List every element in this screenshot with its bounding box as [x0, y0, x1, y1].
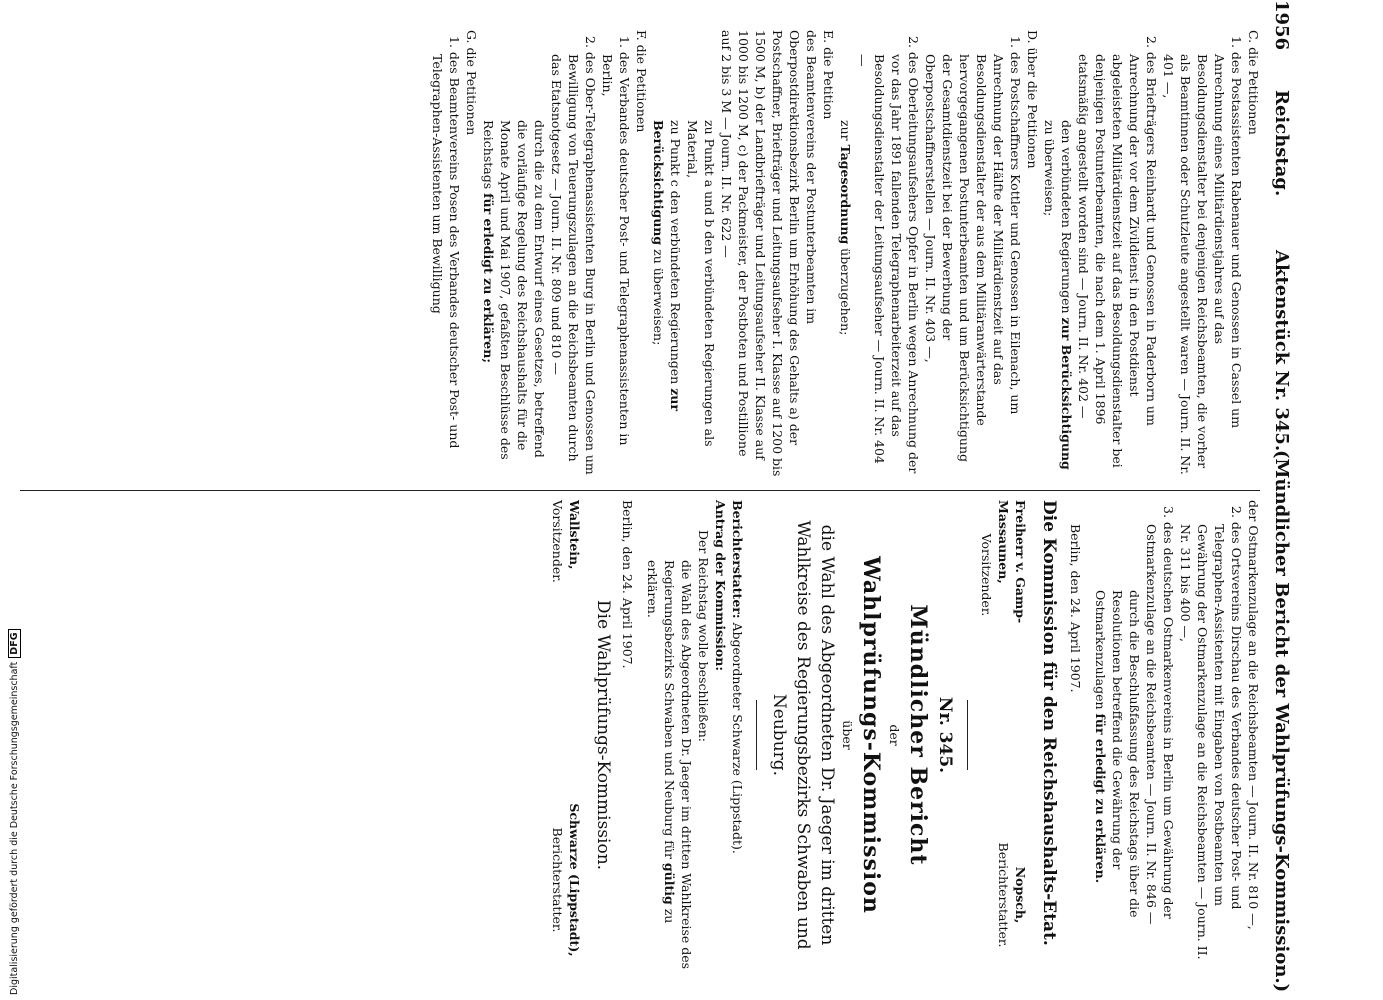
report-number: Nr. 345.	[935, 696, 955, 774]
chair-name: Freiherr v. Gamp-Massaunen,	[996, 500, 1028, 624]
date-line: Berlin, den 24. April 1907.	[620, 500, 635, 669]
chair-name: Wallstein,	[567, 500, 582, 570]
page-header	[1262, 0, 1292, 1000]
berichterstatter-label: Berichterstatter:	[730, 500, 745, 619]
section-e-text: des Beamtenvereins der Postunterbeamten im Oberpostdirektionsbezirk Berlin um Erhöhung des Gehalts a) der Postschaffner, Briefträger und Leitungsaufseher I. Klasse auf 1200 bis 1500 M, b) der Landbriefträger und Leitungsaufseher II. Klasse auf 1000 bis 1200 M, c) der Packmeister, der Postboten und Postillione auf 2 bis 3 M — Journ. II. Nr. 622 —	[719, 30, 819, 477]
resolution-text: zu überweisen;	[651, 245, 666, 346]
section-g-heading: G. die Petitionen	[464, 30, 479, 136]
credit-text: Digitalisierung gefördert durch die Deutsche Forschungsgemeinschaft	[9, 661, 20, 995]
berichterstatter-value: Abgeordneter Schwarze (Lippstadt).	[730, 622, 745, 854]
list-item: 1. des Verbandes deutscher Post- und Telegraphenassistenten in Berlin,	[600, 36, 632, 446]
list-item: 2. des Ober-Telegraphenassistenten Burg in Berlin und Genossen um Bewilligung von Teuerungszulagen an die Reichsbeamten durch das Etatsnotgesetz — Journ. II. Nr. 809 und 810 —	[549, 36, 598, 475]
section-e-heading: E. die Petition	[821, 30, 836, 120]
reporter-signature	[978, 820, 1029, 970]
chair-role: Vorsitzender.	[550, 500, 565, 583]
list-item: 2. des Briefträgers Reinhardt und Genossen in Paderborn um Anrechnung der vor dem Zivildienst in den Postdienst abgeleisteten Militärdienstzeit auf das Besoldungsdienstalter bei denjenigen Postunterbeamten, die nach dem 1. April 1896 etatsmäßig angestellt worden sind — Journ. II. Nr. 402 —	[1076, 36, 1159, 468]
reporter-signature	[549, 790, 583, 970]
report-ueber: über	[840, 720, 855, 750]
reporter-name: Nopsch,	[1013, 866, 1028, 924]
chair-role: Vorsitzender.	[979, 533, 994, 617]
column-divider	[20, 490, 1260, 491]
reporter-name: Schwarze (Lippstadt),	[567, 803, 582, 957]
right-column	[549, 500, 1262, 970]
reporter-role: Berichterstatter.	[550, 827, 565, 933]
section-c-heading: C. die Petitionen	[1246, 30, 1261, 135]
commission-title: Die Wahlprüfungs-Kommission.	[593, 599, 613, 871]
commission-title: Die Kommission für den Reichshaushalts-Etat.	[1039, 500, 1059, 946]
chair-signature	[549, 500, 583, 650]
section-d-resolution	[837, 30, 854, 480]
resolution-text: den verbündeten Regierungen	[1059, 120, 1074, 318]
list-item: 2. des Ortsvereins Dirschau des Verbandes deutscher Post- und Telegraphen-Assistenten mit Eingaben von Postbeamten um Gewährung der Ostmarkenzulage an die Reichsbeamten — Journ. II. Nr. 311 bis 400 —,	[1178, 506, 1244, 960]
antrag-label: Antrag der Kommission:	[713, 500, 728, 671]
continuation-text: der Ostmarkenzulage an die Reichsbeamten — Journ. II. Nr. 810 —,	[1246, 500, 1261, 930]
page-number: 1956	[1271, 0, 1292, 51]
date-line: Berlin, den 24. April 1907.	[1068, 524, 1083, 693]
section-d-heading: D. über die Petitionen	[1025, 30, 1040, 169]
report-commission: Wahlprüfungs-Kommission	[858, 556, 884, 914]
ostmarken-resolution	[1092, 500, 1143, 970]
antrag-text-post: zu erklären.	[645, 560, 677, 924]
section-f-resolution	[480, 30, 548, 480]
berichterstatter-line	[729, 500, 746, 970]
left-column	[429, 30, 1262, 480]
list-item: 3. des deutschen Ostmarkenvereins in Berlin um Gewährung der Ostmarkenzulage an die Reichsbeamten — Journ. II. Nr. 846 —	[1144, 506, 1176, 925]
list-item: 2. des Oberleitungsaufsehers Opfer in Berlin wegen Anrechnung der vor das Jahr 1891 fallenden Telegraphenarbeiterzeit auf das Besoldungsdienstalter der Leitungsaufseher — Journ. II. Nr. 404 —	[855, 36, 921, 474]
antrag-text	[644, 500, 695, 970]
section-e-resolution-2	[650, 30, 684, 480]
list-item: 1. des Postassistenten Rabenauer und Genossen in Cassel um Anrechnung eines Militärdienstjahres auf das Besoldungsdienstalter bei denjenigen Reichsbeamten, die vorher als Beamtinnen oder Schutzleute angestellt waren — Journ. II. Nr. 401 —,	[1161, 36, 1244, 475]
resolution-bold: zur Berücksichtigung	[1059, 317, 1074, 470]
section-c-resolution	[1041, 30, 1075, 480]
chair-signature	[978, 500, 1029, 650]
reporter-role: Berichterstatter.	[996, 842, 1011, 948]
list-item: 1. des Beamtenvereins Posen des Verbandes deutscher Post- und Telegraphen-Assistenten um Bewilligung	[430, 36, 462, 449]
divider	[756, 700, 757, 770]
resolution-text: zur	[838, 120, 853, 145]
resolution-text: zu überweisen;	[1042, 120, 1057, 217]
resolution-bold: für erledigt zu erklären.	[1093, 713, 1108, 884]
resolution-text: durch die zu dem Entwurf eines Gesetzes, betreffend die vorläufige Regelung des Reichshaushalts für die Monate April und Mai 1907, gefaßten Beschlüsse des Reichstags	[481, 120, 547, 460]
section-f-heading: F. die Petitionen	[634, 30, 649, 133]
resolution-bold: für erledigt zu erklären;	[481, 193, 496, 363]
resolution-text: zu Punkt c den verbündeten Regierungen	[668, 120, 683, 385]
list-item: 1. des Postschaffners Kottler und Genossen in Eilenach, um Anrechnung der Hälfte der Militärdienstzeit auf das Besoldungsdienstalter der aus dem Militäranwärterstande hervorgegangenen Postunterbeamten und um Berücksichtigung der Gesamtdienstzeit bei der Bewerbung der Oberpostschaffnerstellen — Journ. II. Nr. 403 —,	[923, 36, 1023, 463]
digitization-credit	[8, 0, 22, 995]
header-reichstag: Reichstag.	[1271, 90, 1292, 197]
signature-block	[549, 500, 583, 970]
header-aktenstueck: Aktenstück Nr. 345.	[1271, 250, 1292, 452]
antrag-bold: gültig	[662, 862, 677, 905]
dfg-logo: DFG	[8, 630, 21, 658]
section-e-resolution-1: zu Punkt a und b den verbündeten Regierungen als Material,	[685, 120, 717, 447]
signature-block	[978, 500, 1029, 970]
report-subject: die Wahl des Abgeordneten Dr. Jaeger im dritten Wahlkreise des Regierungsbezirks Schwaben und Neuburg.	[769, 520, 837, 950]
resolution-text: durch die Beschlußfassung des Reichstags über die Resolutionen betreffend die Gewährung der Ostmarkenzulagen	[1093, 590, 1142, 918]
header-title: (Mündlicher Bericht der Wahlprüfungs-Kommission.)	[1271, 450, 1292, 993]
resolution-text: überzugehen;	[838, 244, 853, 336]
resolution-bold: Tagesordnung	[838, 144, 853, 245]
resolution-bold: zur Berücksichtigung	[651, 120, 683, 411]
report-title: Mündlicher Bericht	[905, 604, 931, 866]
antrag-intro: Der Reichstag wolle beschließen:	[696, 530, 711, 742]
divider	[967, 700, 968, 770]
report-der: der	[887, 724, 902, 746]
antrag-text-pre: die Wahl des Abgeordneten Dr. Jaeger im dritten Wahlkreise des Regierungsbezirks Schwaben und Neuburg für	[662, 560, 694, 970]
